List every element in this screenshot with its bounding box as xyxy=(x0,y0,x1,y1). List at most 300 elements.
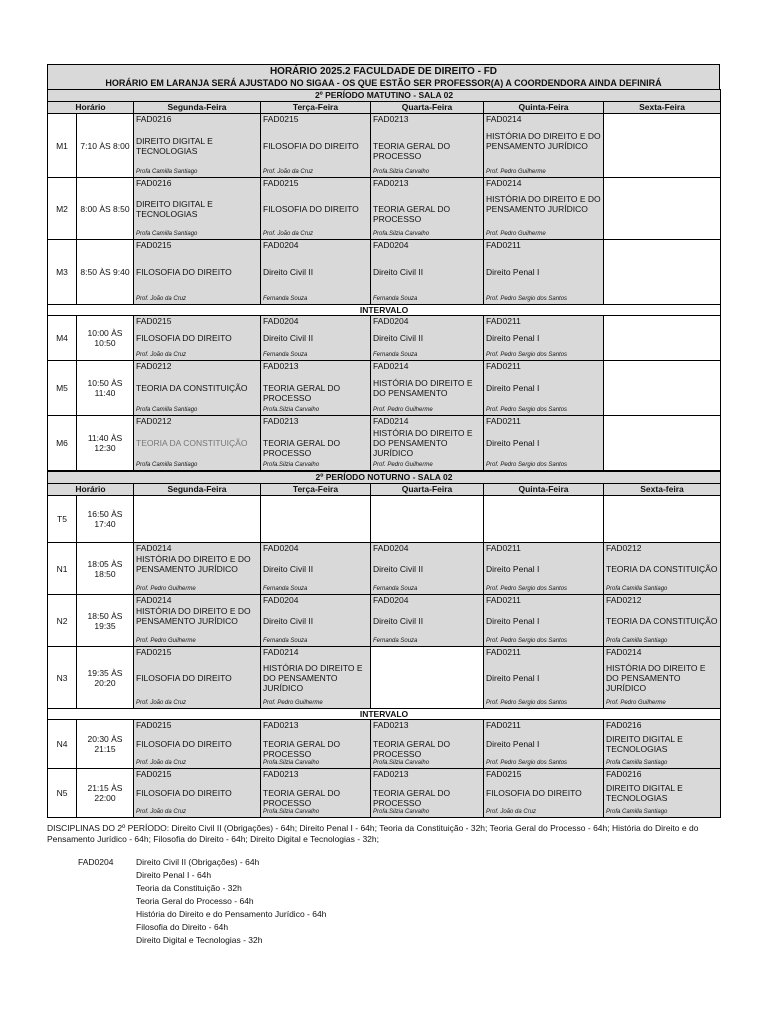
schedule-row xyxy=(48,240,721,305)
schedule-row xyxy=(48,114,721,178)
slot-time: 21:15 ÀS 22:00 xyxy=(77,769,134,818)
class-cell xyxy=(371,361,484,416)
professor-name: Prof. Pedro Sergio dos Santos xyxy=(486,296,568,302)
slot-label: M1 xyxy=(48,114,77,178)
course-code: FAD0214 xyxy=(486,114,522,124)
course-subject: DIREITO DIGITAL E TECNOLOGIAS xyxy=(606,783,683,803)
column-header: Sexta-Feira xyxy=(604,102,721,114)
class-cell xyxy=(484,114,604,178)
course-subject: Direito Civil II xyxy=(263,267,314,277)
class-cell xyxy=(134,240,261,305)
class-cell-content xyxy=(484,114,603,177)
column-header: Sexta-feira xyxy=(604,484,721,496)
slot-time: 8:50 ÀS 9:40 xyxy=(77,240,134,305)
professor-name: Prof. Pedro Sergio dos Santos xyxy=(486,700,568,706)
class-cell-content xyxy=(261,647,370,708)
course-code: FAD0213 xyxy=(373,720,409,730)
schedule-row xyxy=(48,416,721,471)
class-cell-content xyxy=(134,720,260,768)
class-cell xyxy=(261,361,371,416)
interval-label: INTERVALO xyxy=(48,305,721,316)
course-code: FAD0204 xyxy=(263,316,299,326)
professor-name: Prof. João da Cruz xyxy=(136,760,187,766)
column-header: Quinta-Feira xyxy=(484,484,604,496)
night-section-row xyxy=(48,472,721,484)
disciplines-note: DISCIPLINAS DO 2º PERÍODO: Direito Civil II (Obrigações) - 64h; Direito Penal I - 64h; Teoria da Constituição - 32h; Teoria Geral do Processo - 64h; História do Direito e do Pensamento Jurídico - 64h; Filosofia do Direito - 64h; Direito Digital e Tecnologias - 32h; xyxy=(47,823,699,844)
column-header: Terça-Feira xyxy=(261,484,371,496)
class-cell xyxy=(604,361,721,416)
slot-label: M5 xyxy=(48,361,77,416)
course-code: FAD0211 xyxy=(486,240,521,250)
course-subject: TEORIA GERAL DO PROCESSO xyxy=(373,141,451,161)
course-subject: FILOSOFIA DO DIREITO xyxy=(136,267,232,277)
class-cell xyxy=(371,769,484,818)
slot-time: 20:30 ÀS 21:15 xyxy=(77,720,134,769)
class-cell xyxy=(261,647,371,709)
class-cell-content xyxy=(604,647,720,708)
professor-name: Fernanda Souza xyxy=(373,638,418,644)
column-header: Horário xyxy=(48,102,134,114)
course-subject: FILOSOFIA DO DIREITO xyxy=(136,673,232,683)
professor-name: Profa.Silzia Carvalho xyxy=(263,407,320,413)
class-cell xyxy=(371,240,484,305)
professor-name: Profa.Silzia Carvalho xyxy=(373,760,430,766)
legend-item: Direito Penal I - 64h xyxy=(136,870,212,880)
class-cell xyxy=(371,595,484,647)
professor-name: Profa Camilla Santiago xyxy=(606,809,668,815)
course-subject: DIREITO DIGITAL E TECNOLOGIAS xyxy=(136,136,213,156)
class-cell xyxy=(134,114,261,178)
professor-name: Prof. João da Cruz xyxy=(136,352,187,358)
course-subject: Direito Penal I xyxy=(486,333,540,343)
slot-time: 10:00 ÀS 10:50 xyxy=(77,316,134,361)
class-cell xyxy=(371,416,484,471)
legend-code: FAD0204 xyxy=(78,857,114,867)
professor-name: Fernanda Souza xyxy=(263,586,308,592)
class-cell-content xyxy=(484,316,603,360)
course-code: FAD0213 xyxy=(373,114,409,124)
legend-item: Filosofia do Direito - 64h xyxy=(136,922,229,932)
column-header: Terça-Feira xyxy=(261,102,371,114)
class-cell-content xyxy=(371,316,483,360)
class-cell xyxy=(134,769,261,818)
course-code: FAD0215 xyxy=(136,769,172,779)
course-subject: TEORIA GERAL DO PROCESSO xyxy=(263,383,341,403)
class-cell xyxy=(604,114,721,178)
course-subject: Direito Penal I xyxy=(486,267,540,277)
course-subject: Direito Civil II xyxy=(373,333,424,343)
class-cell xyxy=(261,769,371,818)
slot-label: N5 xyxy=(48,769,77,818)
course-code: FAD0204 xyxy=(263,240,299,250)
course-subject: TEORIA GERAL DO PROCESSO xyxy=(373,788,451,808)
course-subject: TEORIA DA CONSTITUIÇÃO xyxy=(136,438,248,448)
class-cell-content xyxy=(371,114,483,177)
course-subject: FILOSOFIA DO DIREITO xyxy=(486,788,582,798)
class-cell xyxy=(604,496,721,543)
course-code: FAD0214 xyxy=(606,647,642,657)
class-cell xyxy=(604,543,721,595)
professor-name: Prof. Pedro Guilherme xyxy=(263,700,323,706)
course-subject: HISTÓRIA DO DIREITO E DO PENSAMENTO JURÍDICO xyxy=(373,428,473,458)
course-code: FAD0211 xyxy=(486,316,521,326)
class-cell xyxy=(371,178,484,240)
class-cell xyxy=(371,316,484,361)
class-cell-content xyxy=(134,114,260,177)
professor-name: Fernanda Souza xyxy=(373,296,418,302)
professor-name: Profa Camilla Santiago xyxy=(606,760,668,766)
class-cell-content xyxy=(261,595,370,646)
morning-section-row xyxy=(48,90,721,102)
professor-name: Profa Camilla Santiago xyxy=(606,586,668,592)
course-subject: Direito Civil II xyxy=(263,333,314,343)
class-cell xyxy=(484,769,604,818)
class-cell xyxy=(484,595,604,647)
course-code: FAD0214 xyxy=(373,416,409,426)
class-cell xyxy=(604,595,721,647)
schedule-header xyxy=(47,64,720,89)
course-code: FAD0204 xyxy=(373,316,409,326)
legend-item: Teoria da Constituição - 32h xyxy=(136,883,242,893)
course-subject: Direito Civil II xyxy=(373,616,424,626)
course-code: FAD0216 xyxy=(606,769,642,779)
course-code: FAD0211 xyxy=(486,595,521,605)
class-cell-content xyxy=(371,416,483,470)
schedule-row xyxy=(48,769,721,818)
class-cell-content xyxy=(261,114,370,177)
course-subject: HISTÓRIA DO DIREITO E DO PENSAMENTO JURÍDICO xyxy=(263,663,363,693)
course-code: FAD0204 xyxy=(263,595,299,605)
class-cell xyxy=(484,178,604,240)
course-subject: Direito Penal I xyxy=(486,739,540,749)
professor-name: Prof. João da Cruz xyxy=(486,809,537,815)
slot-label: N2 xyxy=(48,595,77,647)
course-subject: FILOSOFIA DO DIREITO xyxy=(263,141,359,151)
class-cell-content xyxy=(604,543,720,594)
class-cell-content xyxy=(484,416,603,470)
class-cell-content xyxy=(484,595,603,646)
class-cell xyxy=(261,416,371,471)
class-cell-content xyxy=(371,178,483,239)
course-subject: Direito Civil II xyxy=(373,267,424,277)
slot-time: 8:00 ÀS 8:50 xyxy=(77,178,134,240)
class-cell-content xyxy=(134,595,260,646)
schedule-row xyxy=(48,595,721,647)
course-code: FAD0204 xyxy=(373,595,409,605)
class-cell-content xyxy=(261,316,370,360)
class-cell-content xyxy=(134,543,260,594)
course-subject: FILOSOFIA DO DIREITO xyxy=(136,788,232,798)
morning-interval-row xyxy=(48,305,721,316)
class-cell-content xyxy=(371,595,483,646)
class-cell xyxy=(134,178,261,240)
course-code: FAD0213 xyxy=(373,769,409,779)
class-cell-content xyxy=(604,769,720,817)
class-cell-content xyxy=(134,240,260,304)
professor-name: Prof. João da Cruz xyxy=(136,809,187,815)
course-subject: Direito Penal I xyxy=(486,438,540,448)
slot-time: 18:05 ÀS 18:50 xyxy=(77,543,134,595)
course-subject: Direito Civil II xyxy=(373,564,424,574)
course-subject: Direito Penal I xyxy=(486,383,540,393)
professor-name: Prof. Pedro Guilherme xyxy=(136,638,196,644)
professor-name: Fernanda Souza xyxy=(373,352,418,358)
class-cell xyxy=(261,496,371,543)
class-cell-content xyxy=(484,240,603,304)
schedule-row xyxy=(48,647,721,709)
professor-name: Profa Camilla Santiago xyxy=(606,638,668,644)
course-subject: Direito Civil II xyxy=(263,616,314,626)
class-cell-content xyxy=(134,769,260,817)
class-cell xyxy=(261,178,371,240)
course-subject: FILOSOFIA DO DIREITO xyxy=(263,204,359,214)
course-code: FAD0214 xyxy=(263,647,299,657)
slot-label: M6 xyxy=(48,416,77,471)
class-cell-content xyxy=(484,720,603,768)
schedule-row xyxy=(48,543,721,595)
schedule-row xyxy=(48,361,721,416)
class-cell-content xyxy=(134,647,260,708)
class-cell-content xyxy=(604,595,720,646)
course-subject: FILOSOFIA DO DIREITO xyxy=(136,739,232,749)
class-cell xyxy=(604,720,721,769)
class-cell xyxy=(261,240,371,305)
class-cell xyxy=(134,720,261,769)
slot-label: N1 xyxy=(48,543,77,595)
professor-name: Prof. Pedro Sergio dos Santos xyxy=(486,760,568,766)
slot-time: 18:50 ÀS 19:35 xyxy=(77,595,134,647)
professor-name: Fernanda Souza xyxy=(263,296,308,302)
column-header: Quarta-Feira xyxy=(371,102,484,114)
course-code: FAD0215 xyxy=(486,769,522,779)
professor-name: Fernanda Souza xyxy=(373,586,418,592)
class-cell xyxy=(484,316,604,361)
course-code: FAD0213 xyxy=(263,361,299,371)
course-code: FAD0215 xyxy=(263,114,299,124)
course-code: FAD0216 xyxy=(136,114,172,124)
class-cell xyxy=(484,647,604,709)
class-cell-content xyxy=(261,543,370,594)
professor-name: Profa.Silzia Carvalho xyxy=(263,809,320,815)
schedule-title: HORÁRIO 2025.2 FACULDADE DE DIREITO - FD xyxy=(269,66,498,77)
class-cell-content xyxy=(261,240,370,304)
course-code: FAD0215 xyxy=(136,647,172,657)
course-code: FAD0215 xyxy=(136,240,172,250)
professor-name: Profa.Silzia Carvalho xyxy=(373,169,430,175)
column-header: Horário xyxy=(48,484,134,496)
schedule-subtitle: HORÁRIO EM LARANJA SERÁ AJUSTADO NO SIGAA - OS QUE ESTÃO SER PROFESSOR(A) A COORDENDORA AINDA DEFINIRÁ xyxy=(105,78,662,88)
class-cell-content xyxy=(484,178,603,239)
professor-name: Prof. Pedro Sergio dos Santos xyxy=(486,407,568,413)
professor-name: Prof. Pedro Guilherme xyxy=(486,169,546,175)
class-cell-content xyxy=(604,720,720,768)
class-cell xyxy=(371,543,484,595)
class-cell xyxy=(134,595,261,647)
professor-name: Profa.Silzia Carvalho xyxy=(263,462,320,468)
professor-name: Profa.Silzia Carvalho xyxy=(373,809,430,815)
course-code: FAD0214 xyxy=(486,178,522,188)
professor-name: Profa Camilla Santiago xyxy=(136,462,198,468)
class-cell xyxy=(261,595,371,647)
slot-label: M2 xyxy=(48,178,77,240)
course-subject: HISTÓRIA DO DIREITO E DO PENSAMENTO JURÍDICO xyxy=(606,663,706,693)
course-subject: TEORIA GERAL DO PROCESSO xyxy=(263,739,341,759)
professor-name: Prof. Pedro Guilherme xyxy=(486,231,546,237)
class-cell-content xyxy=(134,178,260,239)
class-cell xyxy=(371,647,484,709)
course-subject: TEORIA DA CONSTITUIÇÃO xyxy=(606,616,718,626)
schedule-row xyxy=(48,178,721,240)
professor-name: Profa Camilla Santiago xyxy=(136,231,198,237)
schedule-sheet xyxy=(47,64,720,818)
course-code: FAD0212 xyxy=(136,361,172,371)
professor-name: Profa.Silzia Carvalho xyxy=(373,231,430,237)
professor-name: Prof. Pedro Guilherme xyxy=(136,586,196,592)
class-cell xyxy=(261,114,371,178)
course-subject: HISTÓRIA DO DIREITO E DO PENSAMENTO JURÍDICO xyxy=(136,606,251,626)
class-cell xyxy=(134,543,261,595)
class-cell xyxy=(371,114,484,178)
class-cell xyxy=(604,316,721,361)
slot-label: T5 xyxy=(48,496,77,543)
class-cell-content xyxy=(484,361,603,415)
professor-name: Prof. João da Cruz xyxy=(136,296,187,302)
class-cell-content xyxy=(261,178,370,239)
course-subject: Direito Civil II xyxy=(263,564,314,574)
class-cell-content xyxy=(371,543,483,594)
professor-name: Fernanda Souza xyxy=(263,638,308,644)
column-header: Quinta-Feira xyxy=(484,102,604,114)
class-cell xyxy=(484,543,604,595)
course-subject: DIREITO DIGITAL E TECNOLOGIAS xyxy=(136,199,213,219)
course-subject: HISTÓRIA DO DIREITO E DO PENSAMENTO JURÍDICO xyxy=(486,131,601,151)
course-code: FAD0215 xyxy=(263,178,299,188)
night-table xyxy=(47,471,721,818)
professor-name: Prof. João da Cruz xyxy=(136,700,187,706)
slot-time: 16:50 ÀS 17:40 xyxy=(77,496,134,543)
professor-name: Profa Camilla Santiago xyxy=(136,407,198,413)
class-cell xyxy=(484,416,604,471)
class-cell xyxy=(261,720,371,769)
course-code: FAD0212 xyxy=(606,595,642,605)
interval-label: INTERVALO xyxy=(48,709,721,720)
class-cell xyxy=(261,543,371,595)
class-cell xyxy=(604,647,721,709)
morning-section-title: 2º PERÍODO MATUTINO - SALA 02 xyxy=(48,90,721,102)
class-cell xyxy=(604,416,721,471)
professor-name: Prof. João da Cruz xyxy=(263,231,314,237)
class-cell-content xyxy=(134,361,260,415)
class-cell xyxy=(484,361,604,416)
legend-item: Teoria Geral do Processo - 64h xyxy=(136,896,254,906)
course-code: FAD0211 xyxy=(486,416,521,426)
professor-name: Prof. Pedro Sergio dos Santos xyxy=(486,638,568,644)
legend-item: História do Direito e do Pensamento Jurídico - 64h xyxy=(136,909,327,919)
professor-name: Profa.Silzia Carvalho xyxy=(263,760,320,766)
course-subject: TEORIA DA CONSTITUIÇÃO xyxy=(136,383,248,393)
course-code: FAD0216 xyxy=(136,178,172,188)
course-code: FAD0216 xyxy=(606,720,642,730)
professor-name: Prof. Pedro Sergio dos Santos xyxy=(486,462,568,468)
professor-name: Prof. João da Cruz xyxy=(263,169,314,175)
class-cell xyxy=(484,720,604,769)
course-subject: DIREITO DIGITAL E TECNOLOGIAS xyxy=(606,734,683,754)
class-cell-content xyxy=(261,416,370,470)
class-cell xyxy=(604,178,721,240)
class-cell-content xyxy=(484,769,603,817)
class-cell xyxy=(604,240,721,305)
course-subject: HISTÓRIA DO DIREITO E DO PENSAMENTO JURÍDICO xyxy=(136,554,251,574)
slot-label: M3 xyxy=(48,240,77,305)
professor-name: Prof. Pedro Guilherme xyxy=(373,462,433,468)
course-code: FAD0211 xyxy=(486,361,521,371)
morning-column-header-row xyxy=(48,102,721,114)
slot-time: 19:35 ÀS 20:20 xyxy=(77,647,134,709)
class-cell xyxy=(371,720,484,769)
class-cell xyxy=(261,316,371,361)
class-cell-content xyxy=(134,416,260,470)
course-code: FAD0211 xyxy=(486,543,521,553)
class-cell xyxy=(134,647,261,709)
night-column-header-row xyxy=(48,484,721,496)
course-subject: TEORIA GERAL DO PROCESSO xyxy=(263,788,341,808)
course-subject: HISTÓRIA DO DIREITO E DO PENSAMENTO xyxy=(373,378,473,398)
slot-label: M4 xyxy=(48,316,77,361)
class-cell xyxy=(134,416,261,471)
course-code: FAD0215 xyxy=(136,720,172,730)
course-subject: TEORIA GERAL DO PROCESSO xyxy=(263,438,341,458)
course-code: FAD0215 xyxy=(136,316,172,326)
course-code: FAD0213 xyxy=(263,769,299,779)
class-cell-content xyxy=(484,543,603,594)
schedule-row xyxy=(48,496,721,543)
column-header: Segunda-Feira xyxy=(134,102,261,114)
schedule-row xyxy=(48,720,721,769)
class-cell-content xyxy=(371,240,483,304)
course-subject: FILOSOFIA DO DIREITO xyxy=(136,333,232,343)
column-header: Segunda-Feira xyxy=(134,484,261,496)
slot-label: N3 xyxy=(48,647,77,709)
course-code: FAD0211 xyxy=(486,647,521,657)
professor-name: Prof. Pedro Sergio dos Santos xyxy=(486,586,568,592)
course-subject: TEORIA GERAL DO PROCESSO xyxy=(373,204,451,224)
legend-item: Direito Civil II (Obrigações) - 64h xyxy=(136,857,260,867)
class-cell xyxy=(604,769,721,818)
class-cell xyxy=(484,496,604,543)
class-cell-content xyxy=(371,361,483,415)
course-code: FAD0213 xyxy=(263,416,299,426)
class-cell-content xyxy=(261,769,370,817)
course-subject: Direito Penal I xyxy=(486,673,540,683)
legend-items xyxy=(136,856,326,947)
course-subject: Direito Penal I xyxy=(486,564,540,574)
professor-name: Prof. Pedro Guilherme xyxy=(606,700,666,706)
course-code: FAD0212 xyxy=(606,543,642,553)
class-cell-content xyxy=(261,720,370,768)
column-header: Quarta-Feira xyxy=(371,484,484,496)
course-code: FAD0204 xyxy=(373,240,409,250)
class-cell-content xyxy=(134,316,260,360)
course-code: FAD0204 xyxy=(373,543,409,553)
course-code: FAD0214 xyxy=(136,595,172,605)
course-code: FAD0211 xyxy=(486,720,521,730)
slot-time: 10:50 ÀS 11:40 xyxy=(77,361,134,416)
slot-label: N4 xyxy=(48,720,77,769)
course-code: FAD0204 xyxy=(263,543,299,553)
night-interval-row xyxy=(48,709,721,720)
class-cell xyxy=(134,361,261,416)
course-subject: HISTÓRIA DO DIREITO E DO PENSAMENTO JURÍDICO xyxy=(486,194,601,214)
